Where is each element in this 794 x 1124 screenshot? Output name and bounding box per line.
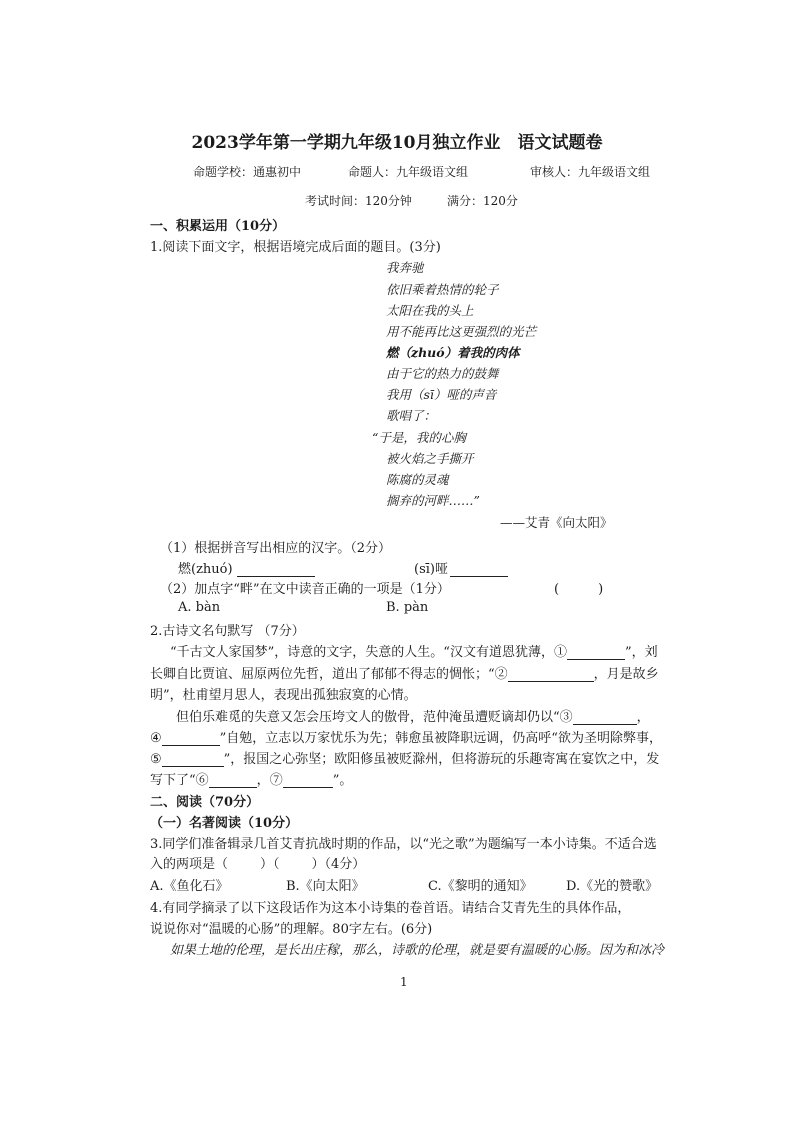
q2-text: 但伯乐难觅的失意又怎会压垮文人的傲骨，范仲淹虽遭贬谪却仍以“ (176, 710, 560, 725)
option-d[interactable]: D.《光的赞歌》 (566, 879, 659, 894)
q2-line (150, 727, 662, 746)
answer-blank[interactable] (508, 667, 594, 682)
question-2-stem: 2.古诗文名句默写 （7分） (150, 624, 305, 639)
answer-blank[interactable] (450, 562, 508, 577)
question-4-line: 4.有同学摘录了以下这段话作为这本小诗集的卷首语。请结合艾青先生的具体作品， (150, 901, 631, 916)
blank-marker-2: ② (494, 667, 508, 682)
poem-line: 由于它的热力的鼓舞 (386, 366, 499, 381)
option-b[interactable]: B. pàn (386, 600, 429, 615)
q3-text: ）（4分） (311, 857, 366, 872)
meta-reviewer: 审核人：九年级语文组 (530, 165, 651, 179)
poem-line: 陈腐的灵魂 (386, 472, 449, 487)
poem-source: ——艾青《向太阳》 (500, 515, 613, 530)
answer-blank[interactable] (573, 710, 637, 725)
q2-text: “千古文人家国梦”，诗意的文字，失意的人生。“汉文有道恩犹薄， (170, 645, 554, 660)
question-3-line (150, 853, 365, 872)
answer-blank[interactable] (283, 773, 333, 788)
option-a[interactable]: A. bàn (178, 600, 221, 615)
q2-text: ”自勉，立志以万家忧乐为先；韩愈虽被降职远调，仍高呼“欲为圣明除弊事， (219, 731, 662, 746)
answer-blank[interactable] (162, 752, 224, 767)
q2-line (150, 663, 659, 682)
page-number: 1 (400, 975, 408, 989)
meta-time: 考试时间：120分钟 (305, 194, 412, 208)
q2-line: 明”，杜甫望月思人，表现出孤独寂寞的心情。 (150, 688, 417, 703)
question-1-sub1-a (178, 558, 315, 577)
subsection-heading: （一）名著阅读（10分） (150, 816, 299, 831)
meta-author: 命题人：九年级语文组 (348, 165, 469, 179)
blank-marker-4: ④ (150, 731, 162, 746)
poem-line: 我奔驰 (386, 260, 424, 275)
answer-paren[interactable]: ( ) (554, 582, 604, 597)
q2-text: ”，刘 (624, 645, 658, 660)
blank-marker-3: ③ (559, 710, 573, 725)
poem-line: 太阳在我的头上 (386, 303, 474, 318)
poem-line: 依旧乘着热情的轮子 (386, 282, 499, 297)
question-4-line: 说说你对“温暖的心肠”的理解。80字左右。(6分) (150, 922, 433, 937)
answer-blank[interactable] (162, 731, 220, 746)
meta-score: 满分：120分 (447, 194, 518, 208)
q2-text: ， (636, 710, 650, 725)
question-1-stem: 1.阅读下面文字，根据语境完成后面的题目。(3分) (150, 240, 441, 255)
q2-text: 写下了“ (150, 773, 196, 788)
poem-line: 歌唱了： (386, 408, 437, 423)
blank-marker-5: ⑤ (150, 752, 162, 767)
poem-line: 用不能再比这更强烈的光芒 (386, 324, 537, 339)
q3-text: ）（ (260, 857, 280, 872)
poem-line: 搁弃的河畔……” (386, 493, 480, 508)
question-1-sub1: （1）根据拼音写出相应的汉字。（2分） (160, 541, 392, 556)
answer-blank[interactable] (237, 562, 315, 577)
poem-line: “于是，我的心胸 (372, 430, 466, 445)
poem-line: 我用（sī）哑的声音 (386, 387, 497, 402)
q2-line (150, 748, 659, 767)
option-b[interactable]: B.《向太阳》 (286, 879, 365, 894)
option-c[interactable]: C.《黎明的通知》 (428, 879, 533, 894)
page-title: 2023学年第一学期九年级10月独立作业 语文试题卷 (191, 133, 603, 153)
q2-text: ，月是故乡 (593, 667, 659, 682)
poem-line: 燃（zhuó）着我的肉体 (386, 345, 520, 360)
sub1-a-label: 燃(zhuó) (178, 562, 233, 577)
option-a[interactable]: A.《鱼化石》 (150, 879, 229, 894)
q2-text: 长卿自比贾谊、屈原两位先哲，道出了郁郁不得志的惆怅；“ (150, 667, 495, 682)
q2-text: ”，报国之心弥坚；欧阳修虽被贬滁州，但将游玩的乐趣寄寓在宴饮之中，发 (223, 752, 660, 767)
question-3-line: 3.同学们准备辑录几首艾青抗战时期的作品，以“光之歌”为题编写一本小诗集。不适合选 (150, 837, 657, 852)
q3-text: 入的两项是（ (150, 857, 229, 872)
section-heading: 一、积累运用（10分） (150, 219, 286, 234)
blank-marker-7: ⑦ (269, 773, 283, 788)
q2-line: 写下了“⑥ ，⑦ ”。 (150, 773, 353, 788)
poem-line: 被火焰之手撕开 (386, 451, 474, 466)
answer-blank[interactable] (209, 773, 257, 788)
answer-blank[interactable] (567, 645, 625, 660)
sub1-b-label: (sī)哑 (414, 562, 448, 577)
question-1-sub2: （2）加点字“畔”在文中读音正确的一项是（1分） (160, 582, 450, 597)
meta-school: 命题学校：通惠初中 (193, 165, 302, 179)
question-4-quote: 如果土地的伦理，是长出庄稼，那么，诗歌的伦理，就是要有温暖的心肠。因为和冰冷 (170, 943, 665, 958)
q2-line (170, 641, 658, 660)
blank-marker-6: ⑥ (195, 773, 209, 788)
blank-marker-1: ① (553, 645, 567, 660)
q2-line (176, 706, 650, 725)
q2-text: ”。 (332, 773, 353, 788)
section-heading: 二、阅读（70分） (150, 795, 260, 810)
question-1-sub1-b (414, 558, 508, 577)
